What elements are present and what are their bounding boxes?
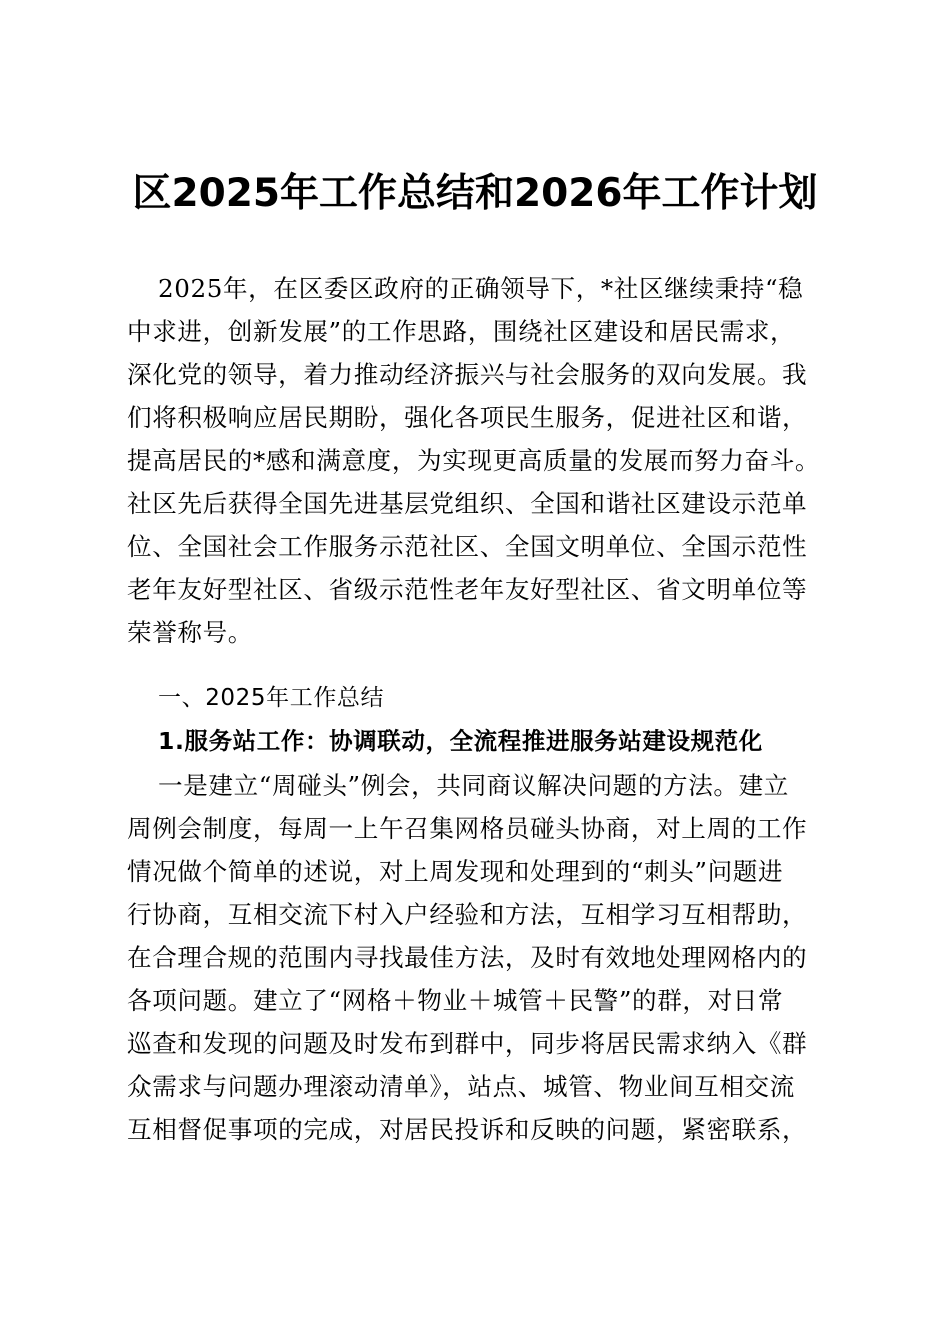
paragraph-line: 周例会制度，每周一上午召集网格员碰头协商，对上周的工作: [127, 814, 808, 843]
paragraph-line: 一是建立“周碰头”例会，共同商议解决问题的方法。建立: [158, 771, 789, 800]
paragraph-line: 各项问题。建立了“网格＋物业＋城管＋民警”的群，对日常: [127, 986, 784, 1015]
paragraph-line: 老年友好型社区、省级示范性老年友好型社区、省文明单位等: [127, 575, 808, 604]
paragraph-line: 荣誉称号。: [127, 618, 253, 647]
paragraph-line: 情况做个简单的述说，对上周发现和处理到的“刺头”问题进: [127, 857, 784, 886]
paragraph-line: 行协商，互相交流下村入户经验和方法，互相学习互相帮助，: [127, 900, 808, 929]
document-title: 区2025年工作总结和2026年工作计划: [132, 171, 818, 216]
paragraph-line: 们将积极响应居民期盼，强化各项民生服务，促进社区和谐，: [127, 403, 808, 432]
paragraph-line: 提高居民的*感和满意度，为实现更高质量的发展而努力奋斗。: [127, 446, 821, 475]
paragraph-line: 互相督促事项的完成，对居民投诉和反映的问题，紧密联系，: [127, 1115, 808, 1144]
paragraph-line: 2025年，在区委区政府的正确领导下，*社区继续秉持“稳: [158, 274, 804, 303]
paragraph-line: 深化党的领导，着力推动经济振兴与社会服务的双向发展。我: [127, 360, 808, 389]
subsection-heading: 1.服务站工作：协调联动，全流程推进服务站建设规范化: [158, 727, 763, 755]
paragraph-line: 社区先后获得全国先进基层党组织、全国和谐社区建设示范单: [127, 489, 808, 518]
paragraph-line: 位、全国社会工作服务示范社区、全国文明单位、全国示范性: [127, 532, 808, 561]
paragraph-line: 中求进，创新发展”的工作思路，围绕社区建设和居民需求，: [127, 317, 796, 346]
paragraph-line: 巡查和发现的问题及时发布到群中，同步将居民需求纳入《群: [127, 1029, 808, 1058]
paragraph-line: 众需求与问题办理滚动清单》，站点、城管、物业间互相交流: [127, 1072, 795, 1101]
section-heading: 一、2025年工作总结: [158, 685, 385, 711]
paragraph-line: 在合理合规的范围内寻找最佳方法，及时有效地处理网格内的: [127, 943, 808, 972]
